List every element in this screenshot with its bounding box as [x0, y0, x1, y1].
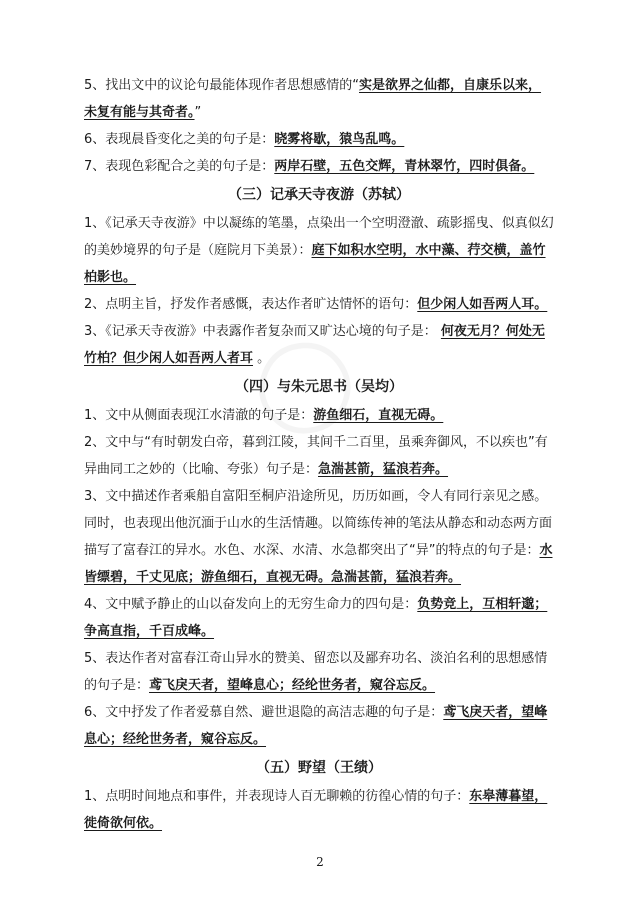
question-item [84, 591, 554, 645]
answer-text: 两岸石壁，五色交辉，青林翠竹，四时俱备。 [274, 159, 535, 174]
question-item [84, 318, 554, 372]
answer-text: 晓雾将歇，猿鸟乱鸣。 [274, 132, 405, 147]
question-text: 5、找出文中的议论句最能体现作者思想感情的“ [84, 78, 360, 93]
question-text: ” [194, 105, 202, 120]
section-heading: （五）野望（王绩） [256, 760, 382, 776]
question-text: 3、文中描述作者乘船自富阳至桐庐沿途所见，历历如画，令人有同行亲见之感。同时，也表现出他沉湎于山水的生活情趣。以简练传神的笔法从静态和动态两方面描写了富春江的异水。水色、水深、水清、水急都突出了“异”的特点的句子是： [84, 489, 553, 558]
answer-text: 庭下如积水空明，水中藻、荇交横，盖竹柏影也。 [84, 243, 546, 285]
question-text: 1、《记承天寺夜游》中以凝练的笔墨，点染出一个空明澄澈、疏影摇曳、似真似幻的美妙境界的句子是（庭院月下美景）： [84, 216, 554, 258]
question-text: 5、表达作者对富春江奇山异水的赞美、留恋以及鄙弃功名、淡泊名利的思想感情的句子是： [84, 651, 548, 693]
answer-text: 何夜无月？何处无竹柏？但少闲人如吾两人者耳 [84, 324, 545, 366]
question-text: 1、点明时间地点和事件，并表现诗人百无聊赖的彷徨心情的句子： [84, 789, 470, 804]
answer-text: 鸢飞戾天者，望峰息心；经纶世务者，窥谷忘反。 [149, 678, 436, 693]
question-text: 2、文中与“有时朝发白帝，暮到江陵，其间千二百里，虽乘奔御风，不以疾也”有异曲同工之妙的（比喻、夸张）句子是： [84, 435, 548, 477]
question-text: 1、文中从侧面表现江水清澈的句子是： [84, 408, 314, 423]
question-text: 6、表现晨昏变化之美的句子是： [84, 132, 275, 147]
answer-text: 鸢飞戾天者，望峰息心；经纶世务者，窥谷忘反。 [84, 705, 548, 747]
question-item [84, 483, 554, 591]
document-body [84, 72, 554, 837]
question-text: 4、文中赋予静止的山以奋发向上的无穷生命力的四句是： [84, 597, 418, 612]
question-item [84, 291, 554, 318]
answer-text: 东皋薄暮望，徙倚欲何依。 [84, 789, 548, 831]
question-text: 。 [253, 351, 271, 366]
question-item [84, 210, 554, 291]
question-item [84, 699, 554, 753]
section-heading: （三）记承天寺夜游（苏轼） [228, 187, 410, 203]
question-item [84, 126, 554, 153]
question-item [84, 783, 554, 837]
answer-text: 但少闲人如吾两人耳。 [417, 297, 548, 312]
answer-text: 负势竞上，互相轩邈；争高直指，千百成峰。 [84, 597, 548, 639]
answer-text: 实是欲界之仙都，自康乐以来，未复有能与其奇者。 [84, 78, 542, 120]
page-number: 2 [316, 855, 324, 869]
section-heading: （四）与朱元思书（吴均） [235, 379, 403, 395]
question-text: 2、点明主旨，抒发作者感慨，表达作者旷达情怀的语句： [84, 297, 418, 312]
question-item [84, 429, 554, 483]
question-text: 7、表现色彩配合之美的句子是： [84, 159, 275, 174]
question-item [84, 72, 554, 126]
question-text: 6、文中抒发了作者爱慕自然、避世退隐的高洁志趣的句子是： [84, 705, 444, 720]
answer-text: 急湍甚箭，猛浪若奔。 [318, 462, 449, 477]
question-text: 3、《记承天寺夜游》中表露作者复杂而又旷达心境的句子是： [84, 324, 441, 339]
question-item [84, 645, 554, 699]
question-item [84, 402, 554, 429]
answer-text: 游鱼细石，直视无碍。 [313, 408, 444, 423]
answer-text: 水皆缥碧，千丈见底；游鱼细石，直视无碍。急湍甚箭，猛浪若奔。 [84, 543, 553, 585]
question-item [84, 153, 554, 180]
